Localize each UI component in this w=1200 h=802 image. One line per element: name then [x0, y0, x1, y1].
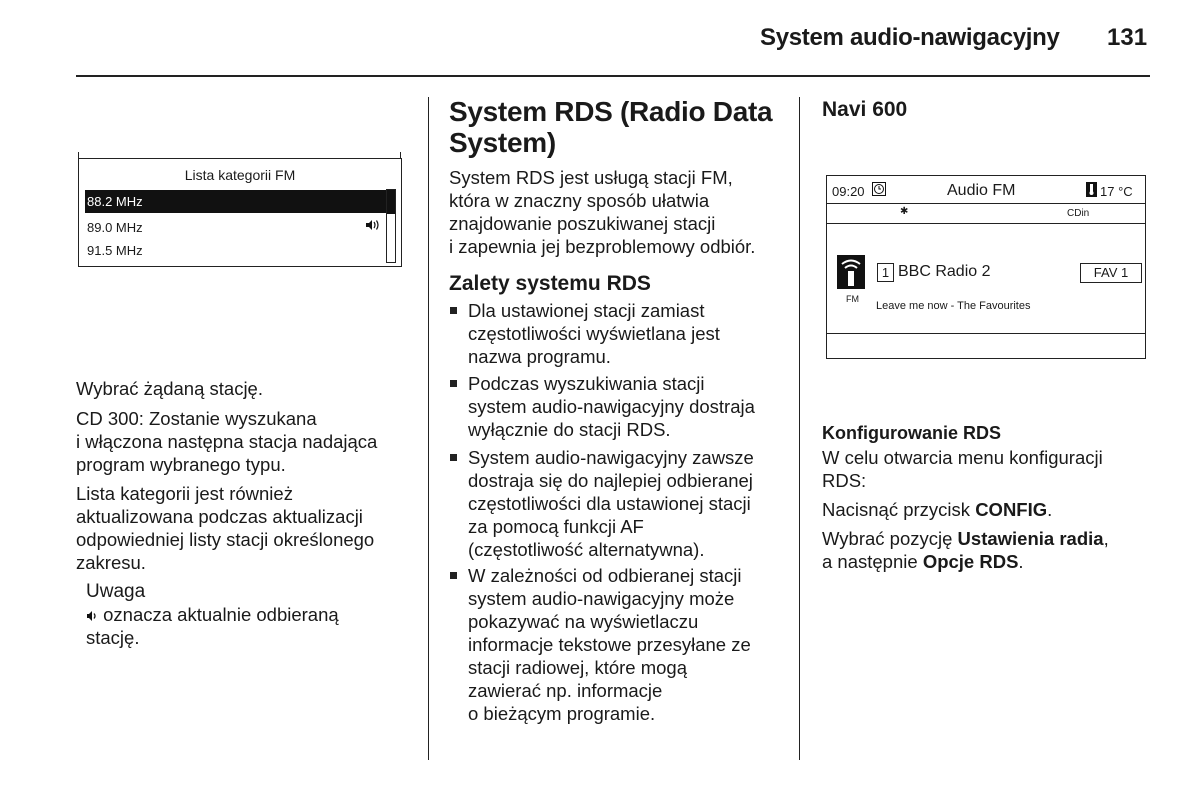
- divider: [827, 203, 1145, 204]
- text-line: system audio-nawigacyjny może: [468, 588, 735, 609]
- band-label: FM: [846, 294, 859, 304]
- radio-broadcast-icon: [837, 255, 865, 292]
- divider: [827, 223, 1145, 224]
- column-divider-1: [428, 97, 429, 760]
- text-line: System audio-nawigacyjny zawsze: [468, 447, 754, 468]
- paragraph-press-config: Nacisnąć przycisk CONFIG.: [822, 499, 1053, 520]
- page-number: 131: [1107, 24, 1148, 51]
- heading-line: System): [449, 127, 556, 158]
- track-info: Leave me now - The Favourites: [876, 300, 1031, 312]
- paragraph-cd300: [76, 407, 377, 476]
- paragraph-select-settings: [822, 527, 1109, 573]
- text-line: Wybrać pozycję Ustawienia radia,: [822, 528, 1109, 549]
- text-line: dostraja się do najlepiej odbieranej: [468, 470, 753, 491]
- preset-number: 1: [877, 263, 894, 282]
- text-line: pokazywać na wyświetlaczu: [468, 611, 699, 632]
- text-line: (częstotliwość alternatywna).: [468, 539, 705, 560]
- note-text: [86, 603, 339, 649]
- speaker-icon: [86, 604, 98, 625]
- text-line: i zapewnia jej bezproblemowy odbiór.: [449, 236, 756, 257]
- text-line: System RDS jest usługą stacji FM,: [449, 167, 733, 188]
- text-line: częstotliwości dla ustawionej stacji: [468, 493, 751, 514]
- text-line: W zależności od odbieranej stacji: [468, 565, 742, 586]
- text-line: stacji radiowej, które mogą: [468, 657, 688, 678]
- corner-tick: [78, 152, 79, 158]
- fm-list-scrollbar: [386, 189, 396, 263]
- text-line: o bieżącym programie.: [468, 703, 656, 724]
- fm-list-item-selected: 88.2 MHz: [85, 190, 387, 213]
- paragraph-category-list: [76, 482, 374, 574]
- subheading-rds-advantages: Zalety systemu RDS: [449, 272, 651, 295]
- text-line: która w znaczny sposób ułatwia: [449, 190, 710, 211]
- text-line: wyłącznie do stacji RDS.: [468, 419, 671, 440]
- text-line: za pomocą funkcji AF: [468, 516, 644, 537]
- list-item: [468, 299, 720, 368]
- text-line: nazwa programu.: [468, 346, 611, 367]
- text-line: informacje tekstowe przesyłane ze: [468, 634, 751, 655]
- bullet-marker: [450, 572, 457, 579]
- text-line: RDS:: [822, 470, 867, 491]
- list-item: [468, 372, 755, 441]
- text-line: oznacza aktualnie odbieraną: [86, 603, 339, 626]
- text-line: częstotliwości wyświetlana jest: [468, 323, 720, 344]
- favourite-badge: FAV 1: [1080, 263, 1142, 283]
- thermometer-icon: [1086, 182, 1097, 200]
- fm-list-item: 91.5 MHz: [87, 243, 143, 258]
- section-heading-navi600: Navi 600: [822, 98, 908, 121]
- text-line: Lista kategorii jest również: [76, 483, 293, 504]
- text-line: odpowiedniej listy stacji określonego: [76, 529, 375, 550]
- text-line: CD 300: Zostanie wyszukana: [76, 408, 317, 429]
- bluetooth-icon: ✱: [900, 206, 909, 217]
- paragraph-rds-intro: [449, 166, 755, 258]
- text-line: znajdowanie poszukiwanej stacji: [449, 213, 716, 234]
- note-title: Uwaga: [86, 581, 146, 602]
- text-line: program wybranego typu.: [76, 454, 286, 475]
- paragraph-select-station: Wybrać żądaną stację.: [76, 378, 263, 399]
- bullet-marker: [450, 380, 457, 387]
- station-name: BBC Radio 2: [898, 263, 991, 280]
- text-line: a następnie Opcje RDS.: [822, 551, 1024, 572]
- text-line: W celu otwarcia menu konfiguracji: [822, 447, 1103, 468]
- text-line: i włączona następna stacja nadająca: [76, 431, 378, 452]
- screen-title: Audio FM: [947, 182, 1016, 199]
- header-divider: [76, 75, 1150, 77]
- speaker-icon: [365, 216, 381, 239]
- corner-tick: [400, 152, 401, 158]
- list-item: [468, 446, 754, 561]
- clock-time: 09:20: [832, 184, 865, 199]
- divider: [827, 333, 1145, 334]
- fm-list-item-label: 89.0 MHz: [87, 220, 143, 235]
- text-line: aktualizowana podczas aktualizacji: [76, 506, 363, 527]
- clock-icon: [872, 182, 886, 199]
- text-line: Dla ustawionej stacji zamiast: [468, 300, 705, 321]
- text-line: Podczas wyszukiwania stacji: [468, 373, 705, 394]
- running-header-title: System audio-nawigacyjny: [760, 24, 1060, 51]
- section-heading-rds: [449, 96, 772, 158]
- fm-category-list-screen: [78, 158, 402, 267]
- fm-list-title: Lista kategorii FM: [184, 167, 296, 183]
- navi-audio-fm-screen: [826, 175, 1146, 359]
- bullet-marker: [450, 454, 457, 461]
- column-divider-2: [799, 97, 800, 760]
- paragraph-open-config: [822, 446, 1103, 492]
- temperature: 17 °C: [1100, 184, 1133, 199]
- text-line: system audio-nawigacyjny dostraja: [468, 396, 755, 417]
- list-item: [468, 564, 751, 725]
- bullet-marker: [450, 307, 457, 314]
- text-line: stację.: [86, 627, 140, 648]
- heading-line: System RDS (Radio Data: [449, 96, 773, 127]
- fm-list-item: [85, 216, 387, 239]
- text-line: zawierać np. informacje: [468, 680, 663, 701]
- text-line: zakresu.: [76, 552, 146, 573]
- cdin-indicator: CDin: [1067, 208, 1090, 219]
- subheading-configure-rds: Konfigurowanie RDS: [822, 423, 1001, 443]
